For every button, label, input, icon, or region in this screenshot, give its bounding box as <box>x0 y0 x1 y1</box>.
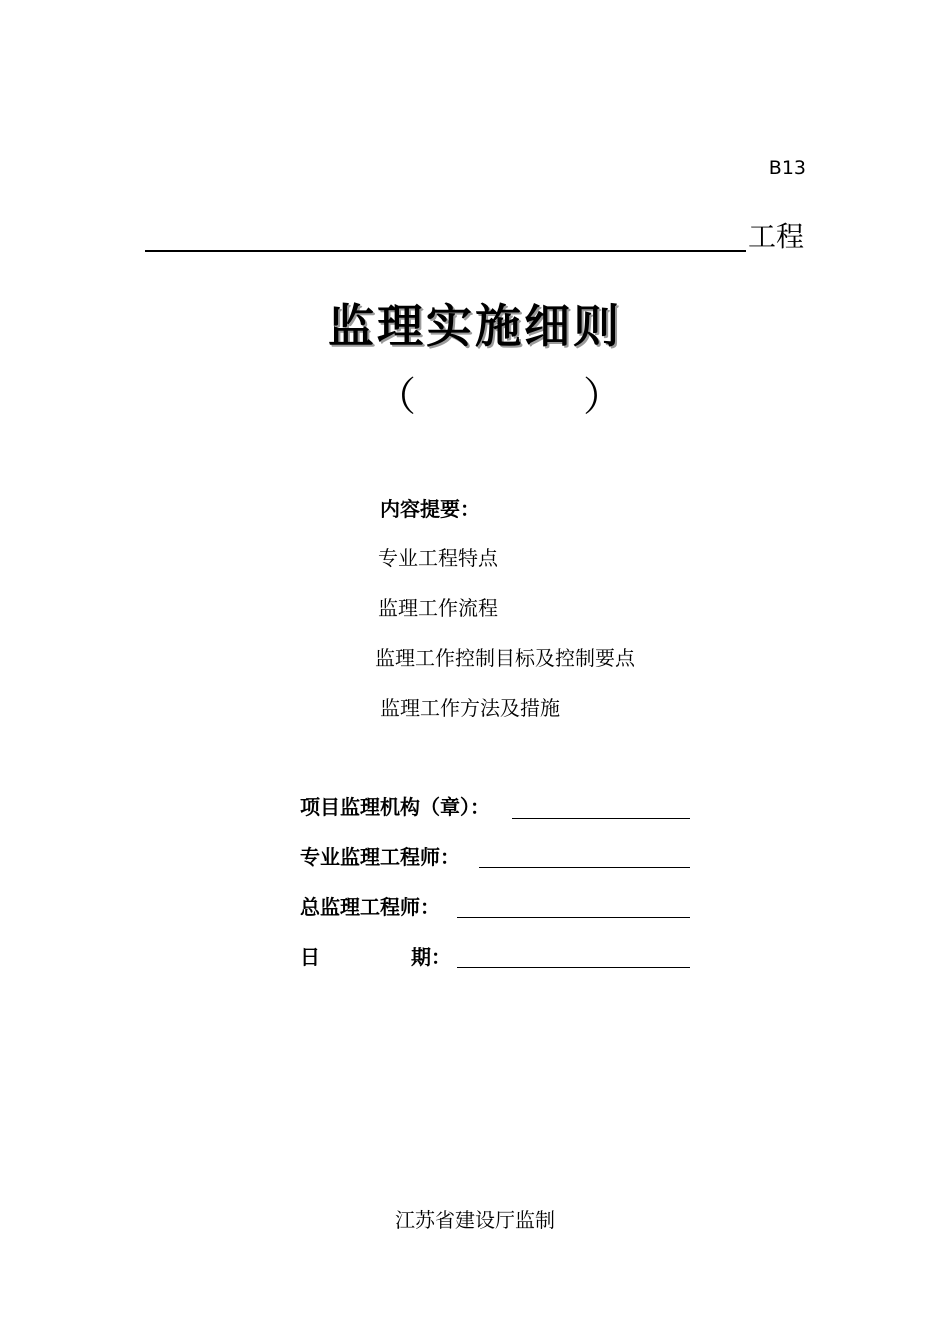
summary-item-project-features: 专业工程特点 <box>378 546 498 570</box>
project-suffix: 工程 <box>748 220 805 253</box>
project-name-blank-line <box>145 250 746 252</box>
subtitle-paren-open: （ <box>376 374 416 420</box>
date-line <box>457 967 690 968</box>
org-seal-label: 项目监理机构（章）： <box>300 795 490 819</box>
specialist-engineer-line <box>479 867 690 868</box>
summary-heading: 内容提要： <box>380 497 480 521</box>
summary-item-control-targets: 监理工作控制目标及控制要点 <box>375 646 635 670</box>
date-label-first-char: 日 <box>300 945 320 969</box>
issuer-footer: 江苏省建设厅监制 <box>395 1208 555 1232</box>
subtitle-paren-close: ） <box>583 374 623 420</box>
document-title: 监理实施细则 <box>328 299 622 353</box>
chief-engineer-line <box>457 917 690 918</box>
specialist-engineer-label: 专业监理工程师： <box>300 845 460 869</box>
form-code: B13 <box>768 157 806 179</box>
date-label-second-part: 期： <box>411 945 451 969</box>
chief-engineer-label: 总监理工程师： <box>300 895 440 919</box>
summary-item-methods: 监理工作方法及措施 <box>380 696 560 720</box>
summary-item-workflow: 监理工作流程 <box>378 596 498 620</box>
org-seal-line <box>512 818 690 819</box>
